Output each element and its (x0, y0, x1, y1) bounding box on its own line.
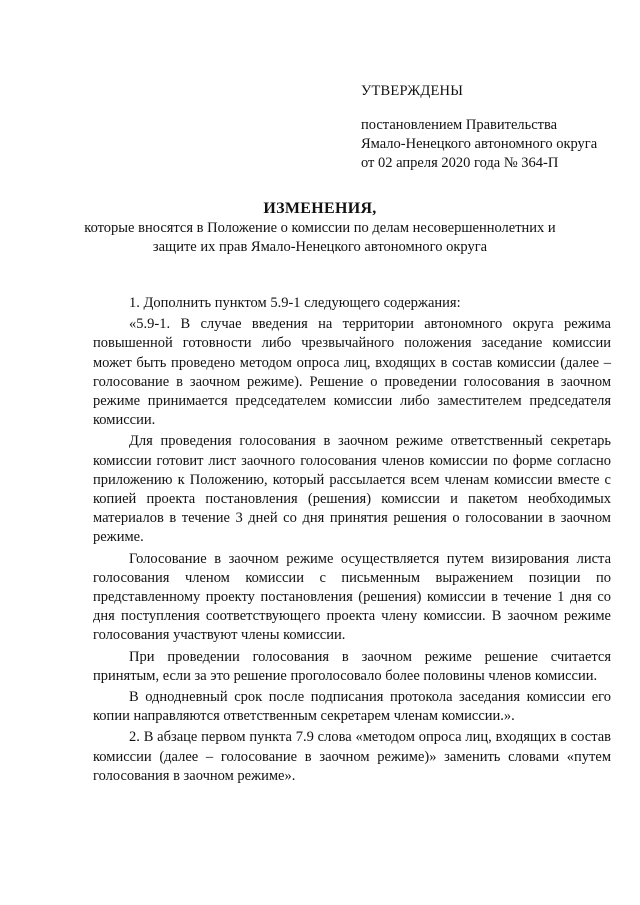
paragraph: 1. Дополнить пунктом 5.9-1 следующего содержания: (129, 295, 461, 311)
approval-block (361, 82, 631, 173)
heading-line: защите их прав Ямало-Ненецкого автономного округа (152, 239, 488, 255)
approval-title: УТВЕРЖДЕНЫ (361, 83, 464, 99)
paragraph: Голосование в заочном режиме осуществляется путем визирования листа голосования членом комиссии с письменным выражением позиции по представленному проекту постановления (решения) комиссии в течение 1 дня со дня поступления соответствующего проекта члену комиссии. В заочном режиме голосования участвуют члены комиссии. (93, 550, 611, 644)
paragraph: 2. В абзаце первом пункта 7.9 слова «методом опроса лиц, входящих в состав комиссии (далее – голосование в заочном режиме)» заменить словами «путем голосования в заочном режиме». (93, 729, 611, 784)
approval-line: постановлением Правительства (361, 117, 558, 133)
document-title: ИЗМЕНЕНИЯ, (263, 200, 377, 217)
approval-line: от 02 апреля 2020 года № 364-П (361, 155, 559, 171)
paragraph: В однодневный срок после подписания протокола заседания комиссии его копии направляются ответственным секретарем членам комиссии.». (93, 689, 611, 725)
paragraph: «5.9-1. В случае введения на территории автономного округа режима повышенной готовности либо чрезвычайного положения заседание комиссии может быть проведено методом опроса лиц, входящих в состав комиссии (далее – голосование в заочном режиме). Решение о проведении голосования в заочном режиме принимается председателем комиссии либо заместителем председателя комиссии. (93, 316, 611, 429)
approval-line: Ямало-Ненецкого автономного округа (361, 136, 598, 152)
heading-line: которые вносятся в Положение о комиссии по делам несовершеннолетних и (84, 220, 556, 236)
document-heading (80, 199, 560, 257)
document-body (93, 294, 611, 786)
paragraph: При проведении голосования в заочном режиме решение считается принятым, если за это решение проголосовало более половины членов комиссии. (93, 648, 611, 684)
paragraph: Для проведения голосования в заочном режиме ответственный секретарь комиссии готовит лист заочного голосования членов комиссии по форме согласно приложению к Положению, который рассылается всем членам комиссии вместе с копией проекта постановления (решения) комиссии и пакетом необходимых материалов в течение 3 дней со дня принятия решения о голосовании в заочном режиме. (93, 433, 611, 546)
